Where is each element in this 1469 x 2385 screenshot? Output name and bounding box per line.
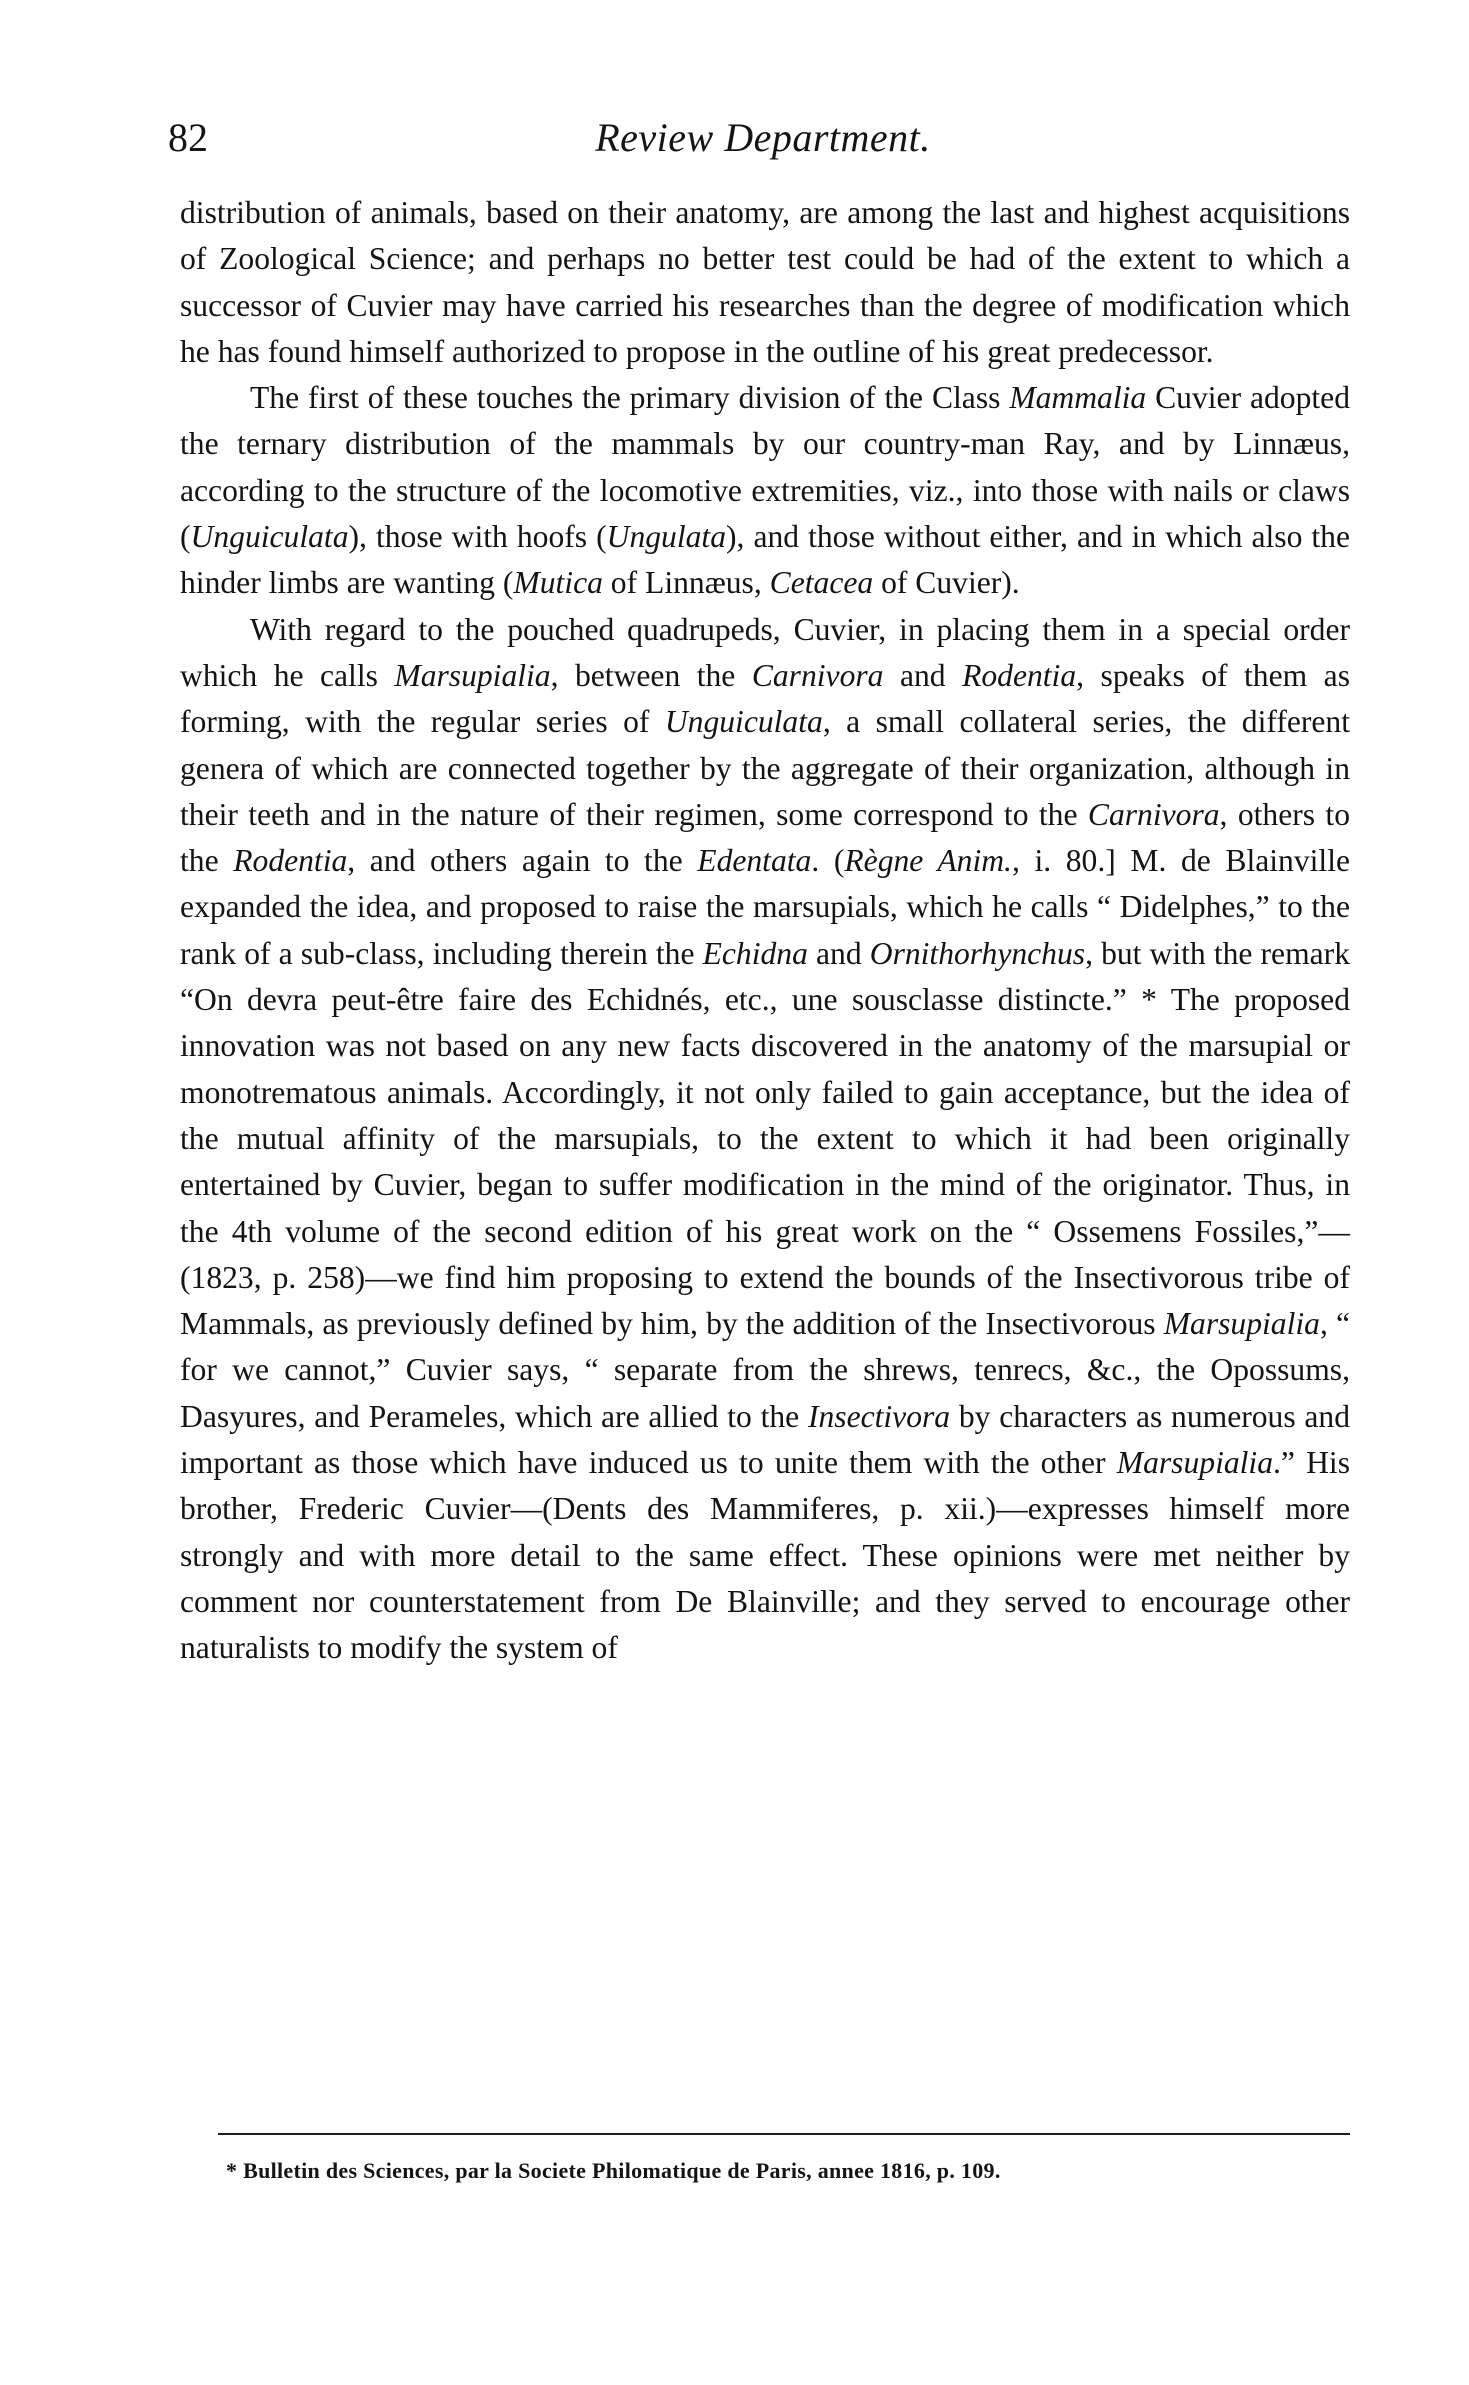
italic-term: Edentata (697, 843, 812, 879)
italic-term: Rodentia (233, 843, 348, 879)
running-head (168, 108, 1358, 168)
footnote: * Bulletin des Sciences, par la Societe Philomatique de Paris, annee 1816, p. 109. (226, 2158, 1001, 2183)
text-run: of Cuvier). (873, 565, 1020, 601)
text-run: .” His brother, Frederic Cuvier—(Dents des Mammiferes, p. xii.)—expresses himself more strongly and with more detail to the same effect. These opinions were met neither by comment nor counterstatement from De Blainville; and they served to encourage other naturalists to modify the system of (180, 1445, 1350, 1666)
text-run: , others to the (180, 796, 1351, 879)
italic-term: Carnivora (751, 657, 884, 693)
text-run: and (807, 935, 870, 971)
page-number: 82 (168, 115, 208, 160)
italic-term: Insectivora (807, 1398, 951, 1434)
paragraph-1 (180, 190, 1350, 375)
paragraph-2 (180, 375, 1350, 606)
text-run: , i. 80.] M. de Blainville expanded the idea, and proposed to raise the marsupials, which he calls “ Didelphes,” to the rank of a sub-class, including therein the (180, 843, 1350, 971)
italic-term: Marsupialia (394, 657, 551, 693)
italic-term: Cetacea (769, 565, 874, 601)
text-run: The first of these touches the primary division of the Class (250, 380, 1010, 416)
footnote-rule (218, 2133, 1350, 2135)
italic-term: Mutica (513, 565, 603, 601)
running-title: Review Department. (595, 115, 931, 160)
text-run: Cuvier adopted the ternary distribution of the mammals by our country-man Ray, and by Linnæus, according to the structure of the locomotive extremities, viz., into those with nails or claws ( (180, 380, 1350, 555)
text-run: ), and those without either, and in which also the hinder limbs are wanting ( (180, 519, 1350, 601)
text-run: ), those with hoofs ( (348, 519, 607, 555)
italic-term: Unguiculata (190, 519, 349, 555)
text-run: , “ for we cannot,” Cuvier says, “ separate from the shrews, tenrecs, &c., the Opossums, Dasyures, and Perameles, which are allied to the (180, 1306, 1351, 1434)
text-run: distribution of animals, based on their anatomy, are among the last and highest acquisitions of Zoological Science; and perhaps no better test could be had of the extent to which a successor of Cuvier may have carried his researches than the degree of modification which he has found himself authorized to propose in the outline of his great predecessor. (180, 195, 1350, 369)
italic-term: Marsupialia (1116, 1445, 1273, 1481)
text-run: . ( (811, 843, 845, 879)
text-run: by characters as numerous and important as those which have induced us to unite them with the other (180, 1398, 1351, 1481)
text-run: , a small collateral series, the different genera of which are connected together by the aggregate of their organization, although in their teeth and in the nature of their regimen, some correspond to the (180, 704, 1350, 832)
text-run: , between the (550, 657, 752, 693)
italic-term: Ungulata (606, 519, 726, 555)
italic-term: Ornithorhynchus (869, 935, 1086, 971)
text-run: , speaks of them as forming, with the regular series of (180, 657, 1351, 740)
text-run: , but with the remark “On devra peut-être faire des Echidnés, etc., une sousclasse distincte.” * The proposed innovation was not based on any new facts discovered in the anatomy of the marsupial or monotrematous animals. Accordingly, it not only failed to gain acceptance, but the idea of the mutual affinity of the marsupials, to the extent to which it had been originally entertained by Cuvier, began to suffer modification in the mind of the originator. Thus, in the 4th volume of the second edition of his great work on the “ Ossemens Fossiles,”—(1823, p. 258)—we find him proposing to extend the bounds of the Insectivorous tribe of Mammals, as previously defined by him, by the addition of the Insectivorous (180, 935, 1350, 1342)
text-run: With regard to the pouched quadrupeds, Cuvier, in placing them in a special order which he calls (180, 611, 1350, 693)
italic-term: Rodentia (962, 657, 1077, 693)
body-text (180, 190, 1350, 1672)
italic-term: Echidna (702, 935, 808, 971)
text-run: , and others again to the (347, 843, 698, 879)
italic-term: Marsupialia (1163, 1306, 1320, 1342)
text-run: and (883, 657, 963, 693)
italic-term: Carnivora (1087, 796, 1220, 832)
text-run: of Linnæus, (602, 565, 770, 601)
italic-term: Règne Anim. (844, 843, 1012, 879)
italic-term: Mammalia (1009, 380, 1147, 416)
paragraph-3 (180, 607, 1350, 1672)
italic-term: Unguiculata (664, 704, 823, 740)
